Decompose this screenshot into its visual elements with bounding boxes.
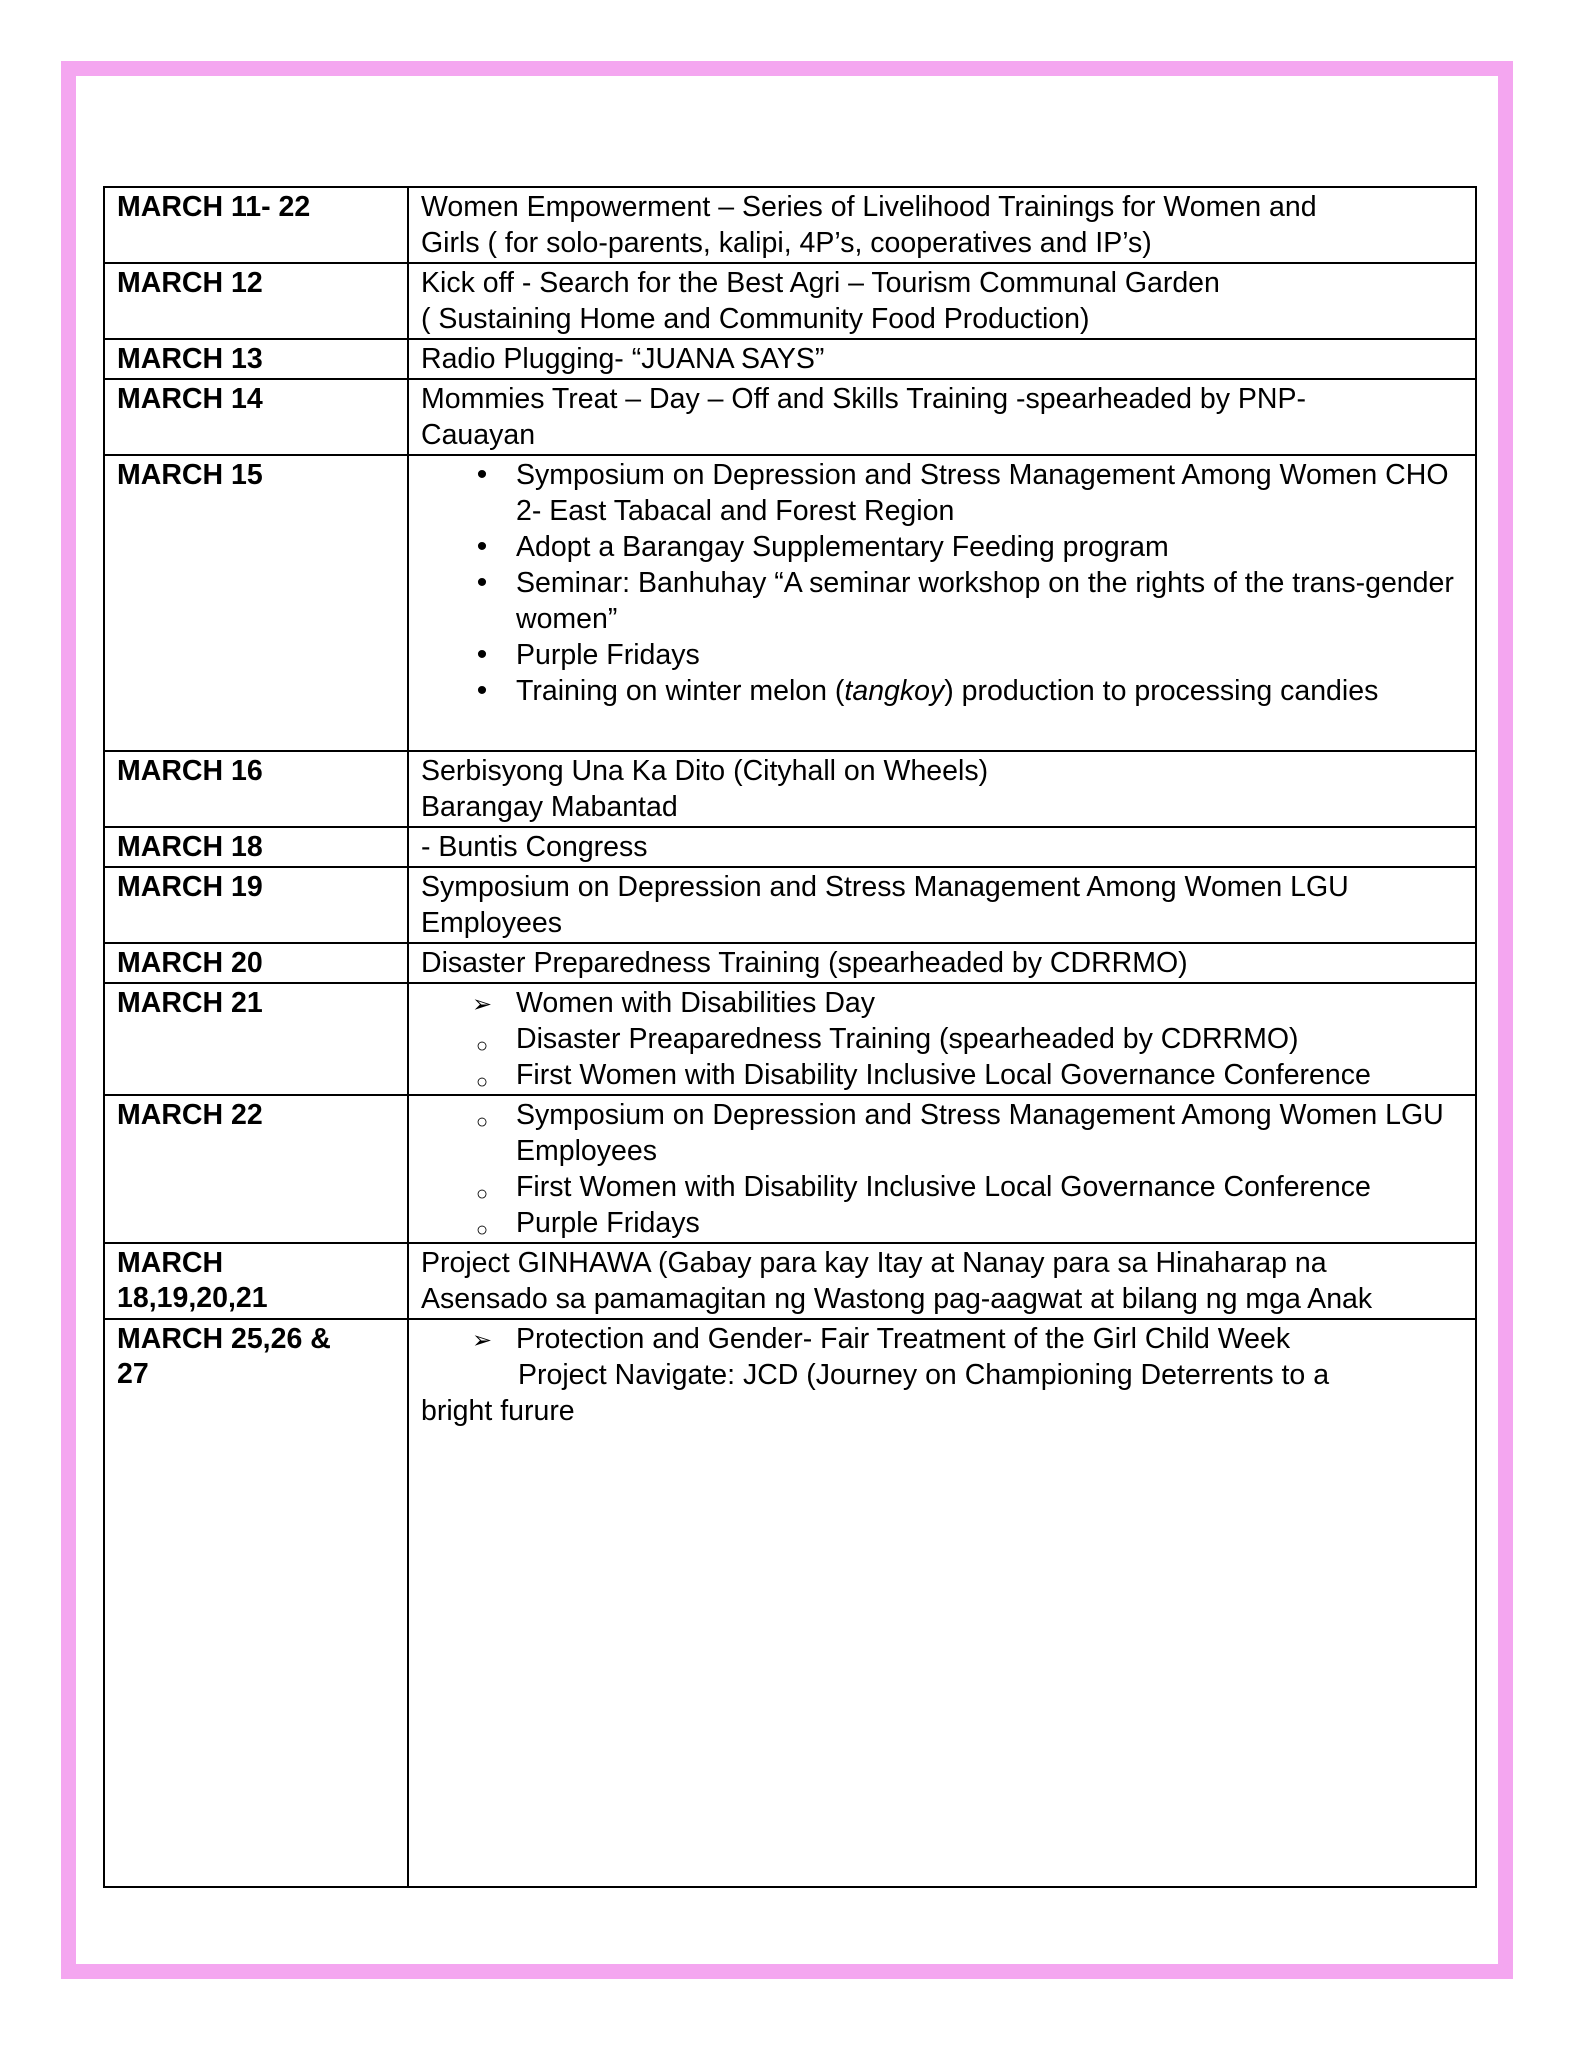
table-row	[104, 455, 1476, 751]
date-cell: MARCH 21	[104, 983, 408, 1095]
date-cell: MARCH 16	[104, 751, 408, 827]
list-item-italic-text: tangkoy	[844, 675, 945, 707]
table-row	[104, 1319, 1476, 1887]
date-cell: MARCH 11- 22	[104, 187, 408, 263]
list-item-text: Symposium on Depression and Stress Management Among Women LGU Employees	[516, 1099, 1444, 1167]
activity-line: Symposium on Depression and Stress Management Among Women LGU	[421, 871, 1349, 903]
list-item-text: Adopt a Barangay Supplementary Feeding program	[516, 531, 1169, 563]
date-line: 27	[117, 1358, 149, 1390]
list-item-text: Women with Disabilities Day	[516, 987, 876, 1019]
activity-list	[421, 1097, 1463, 1241]
list-item-text: ) production to processing candies	[944, 675, 1379, 707]
table-row	[104, 263, 1476, 339]
bullet-icon	[467, 529, 497, 565]
list-item	[421, 1021, 1463, 1057]
list-item	[421, 457, 1463, 529]
table-row	[104, 867, 1476, 943]
activity-line: Women Empowerment – Series of Livelihood Trainings for Women and	[421, 191, 1317, 223]
circle-bullet-icon	[467, 1057, 497, 1096]
table-row	[104, 339, 1476, 379]
table-row	[104, 751, 1476, 827]
activity-cell	[408, 1319, 1476, 1887]
date-cell: MARCH 19	[104, 867, 408, 943]
list-item	[421, 637, 1463, 673]
list-item-text: Disaster Preaparedness Training (spearheaded by CDRRMO)	[516, 1023, 1299, 1055]
list-item-text: Purple Fridays	[516, 1207, 700, 1239]
activity-line: Cauayan	[421, 419, 536, 451]
activity-cell	[408, 379, 1476, 455]
activity-cell	[408, 339, 1476, 379]
date-cell: MARCH 22	[104, 1095, 408, 1243]
date-cell	[104, 1319, 408, 1887]
date-line: 18,19,20,21	[117, 1282, 268, 1314]
activity-line: Employees	[421, 907, 562, 939]
table-row	[104, 1095, 1476, 1243]
table-row	[104, 379, 1476, 455]
activity-cell	[408, 751, 1476, 827]
date-cell: MARCH 14	[104, 379, 408, 455]
bullet-icon	[467, 673, 497, 709]
circle-bullet-icon	[467, 1097, 497, 1136]
list-item-text: Symposium on Depression and Stress Management Among Women CHO 2- East Tabacal and Forest Region	[516, 459, 1449, 527]
activity-cell	[408, 455, 1476, 751]
date-cell	[104, 1243, 408, 1319]
table-row	[104, 1243, 1476, 1319]
list-item	[421, 1057, 1463, 1093]
bullet-icon	[467, 565, 497, 601]
arrow-bullet-icon	[467, 985, 497, 1023]
circle-bullet-icon	[467, 1021, 497, 1060]
list-item-text: Seminar: Banhuhay “A seminar workshop on the rights of the trans-gender women”	[516, 567, 1454, 635]
table-row	[104, 187, 1476, 263]
activity-cell	[408, 1095, 1476, 1243]
activity-list	[421, 985, 1463, 1093]
activity-line: Project Navigate: JCD (Journey on Championing Deterrents to a	[518, 1359, 1330, 1391]
date-cell: MARCH 15	[104, 455, 408, 751]
table-row	[104, 827, 1476, 867]
list-item-text: First Women with Disability Inclusive Local Governance Conference	[516, 1171, 1371, 1203]
schedule-table	[103, 186, 1477, 1888]
activity-cell	[408, 187, 1476, 263]
table-row	[104, 983, 1476, 1095]
date-cell: MARCH 13	[104, 339, 408, 379]
list-item-text: First Women with Disability Inclusive Local Governance Conference	[516, 1059, 1371, 1091]
activity-line: Serbisyong Una Ka Dito (Cityhall on Wheels)	[421, 755, 989, 787]
list-item-text: Protection and Gender- Fair Treatment of the Girl Child Week	[516, 1323, 1291, 1355]
date-cell: MARCH 18	[104, 827, 408, 867]
activity-line: Mommies Treat – Day – Off and Skills Training -spearheaded by PNP-	[421, 383, 1306, 415]
list-item	[421, 529, 1463, 565]
list-item	[421, 985, 1463, 1021]
activity-line: Kick off - Search for the Best Agri – Tourism Communal Garden	[421, 267, 1220, 299]
activity-line: - Buntis Congress	[421, 831, 648, 863]
arrow-bullet-icon	[467, 1321, 497, 1359]
list-item	[421, 1097, 1463, 1169]
list-item	[421, 1321, 1463, 1357]
bullet-icon	[467, 457, 497, 493]
circle-bullet-icon	[467, 1205, 497, 1244]
table-row	[104, 943, 1476, 983]
date-line: MARCH	[117, 1247, 224, 1279]
activity-cell	[408, 867, 1476, 943]
list-item	[421, 1205, 1463, 1241]
activity-line: ( Sustaining Home and Community Food Production)	[421, 303, 1090, 335]
date-cell: MARCH 12	[104, 263, 408, 339]
activity-list	[421, 1321, 1463, 1357]
list-item-text: Training on winter melon (	[516, 675, 845, 707]
activity-cell	[408, 983, 1476, 1095]
activity-line: Girls ( for solo-parents, kalipi, 4P’s, cooperatives and IP’s)	[421, 227, 1152, 259]
activity-line: Project GINHAWA (Gabay para kay Itay at Nanay para sa Hinaharap na	[421, 1247, 1327, 1279]
activity-cell	[408, 1243, 1476, 1319]
activity-line: Barangay Mabantad	[421, 791, 678, 823]
activity-line: Radio Plugging- “JUANA SAYS”	[421, 343, 825, 375]
activity-cell	[408, 263, 1476, 339]
list-item	[421, 1169, 1463, 1205]
activity-line: Asensado sa pamamagitan ng Wastong pag-aagwat at bilang ng mga Anak	[421, 1283, 1373, 1315]
circle-bullet-icon	[467, 1169, 497, 1208]
activity-cell	[408, 943, 1476, 983]
list-item-text: Purple Fridays	[516, 639, 700, 671]
activity-line: Disaster Preparedness Training (spearheaded by CDRRMO)	[421, 947, 1188, 979]
date-cell: MARCH 20	[104, 943, 408, 983]
date-line: MARCH 25,26 &	[117, 1323, 331, 1355]
list-item	[421, 565, 1463, 637]
list-item	[421, 673, 1463, 709]
activity-cell	[408, 827, 1476, 867]
activity-list	[421, 457, 1463, 709]
activity-line: bright furure	[421, 1395, 575, 1427]
bullet-icon	[467, 637, 497, 673]
